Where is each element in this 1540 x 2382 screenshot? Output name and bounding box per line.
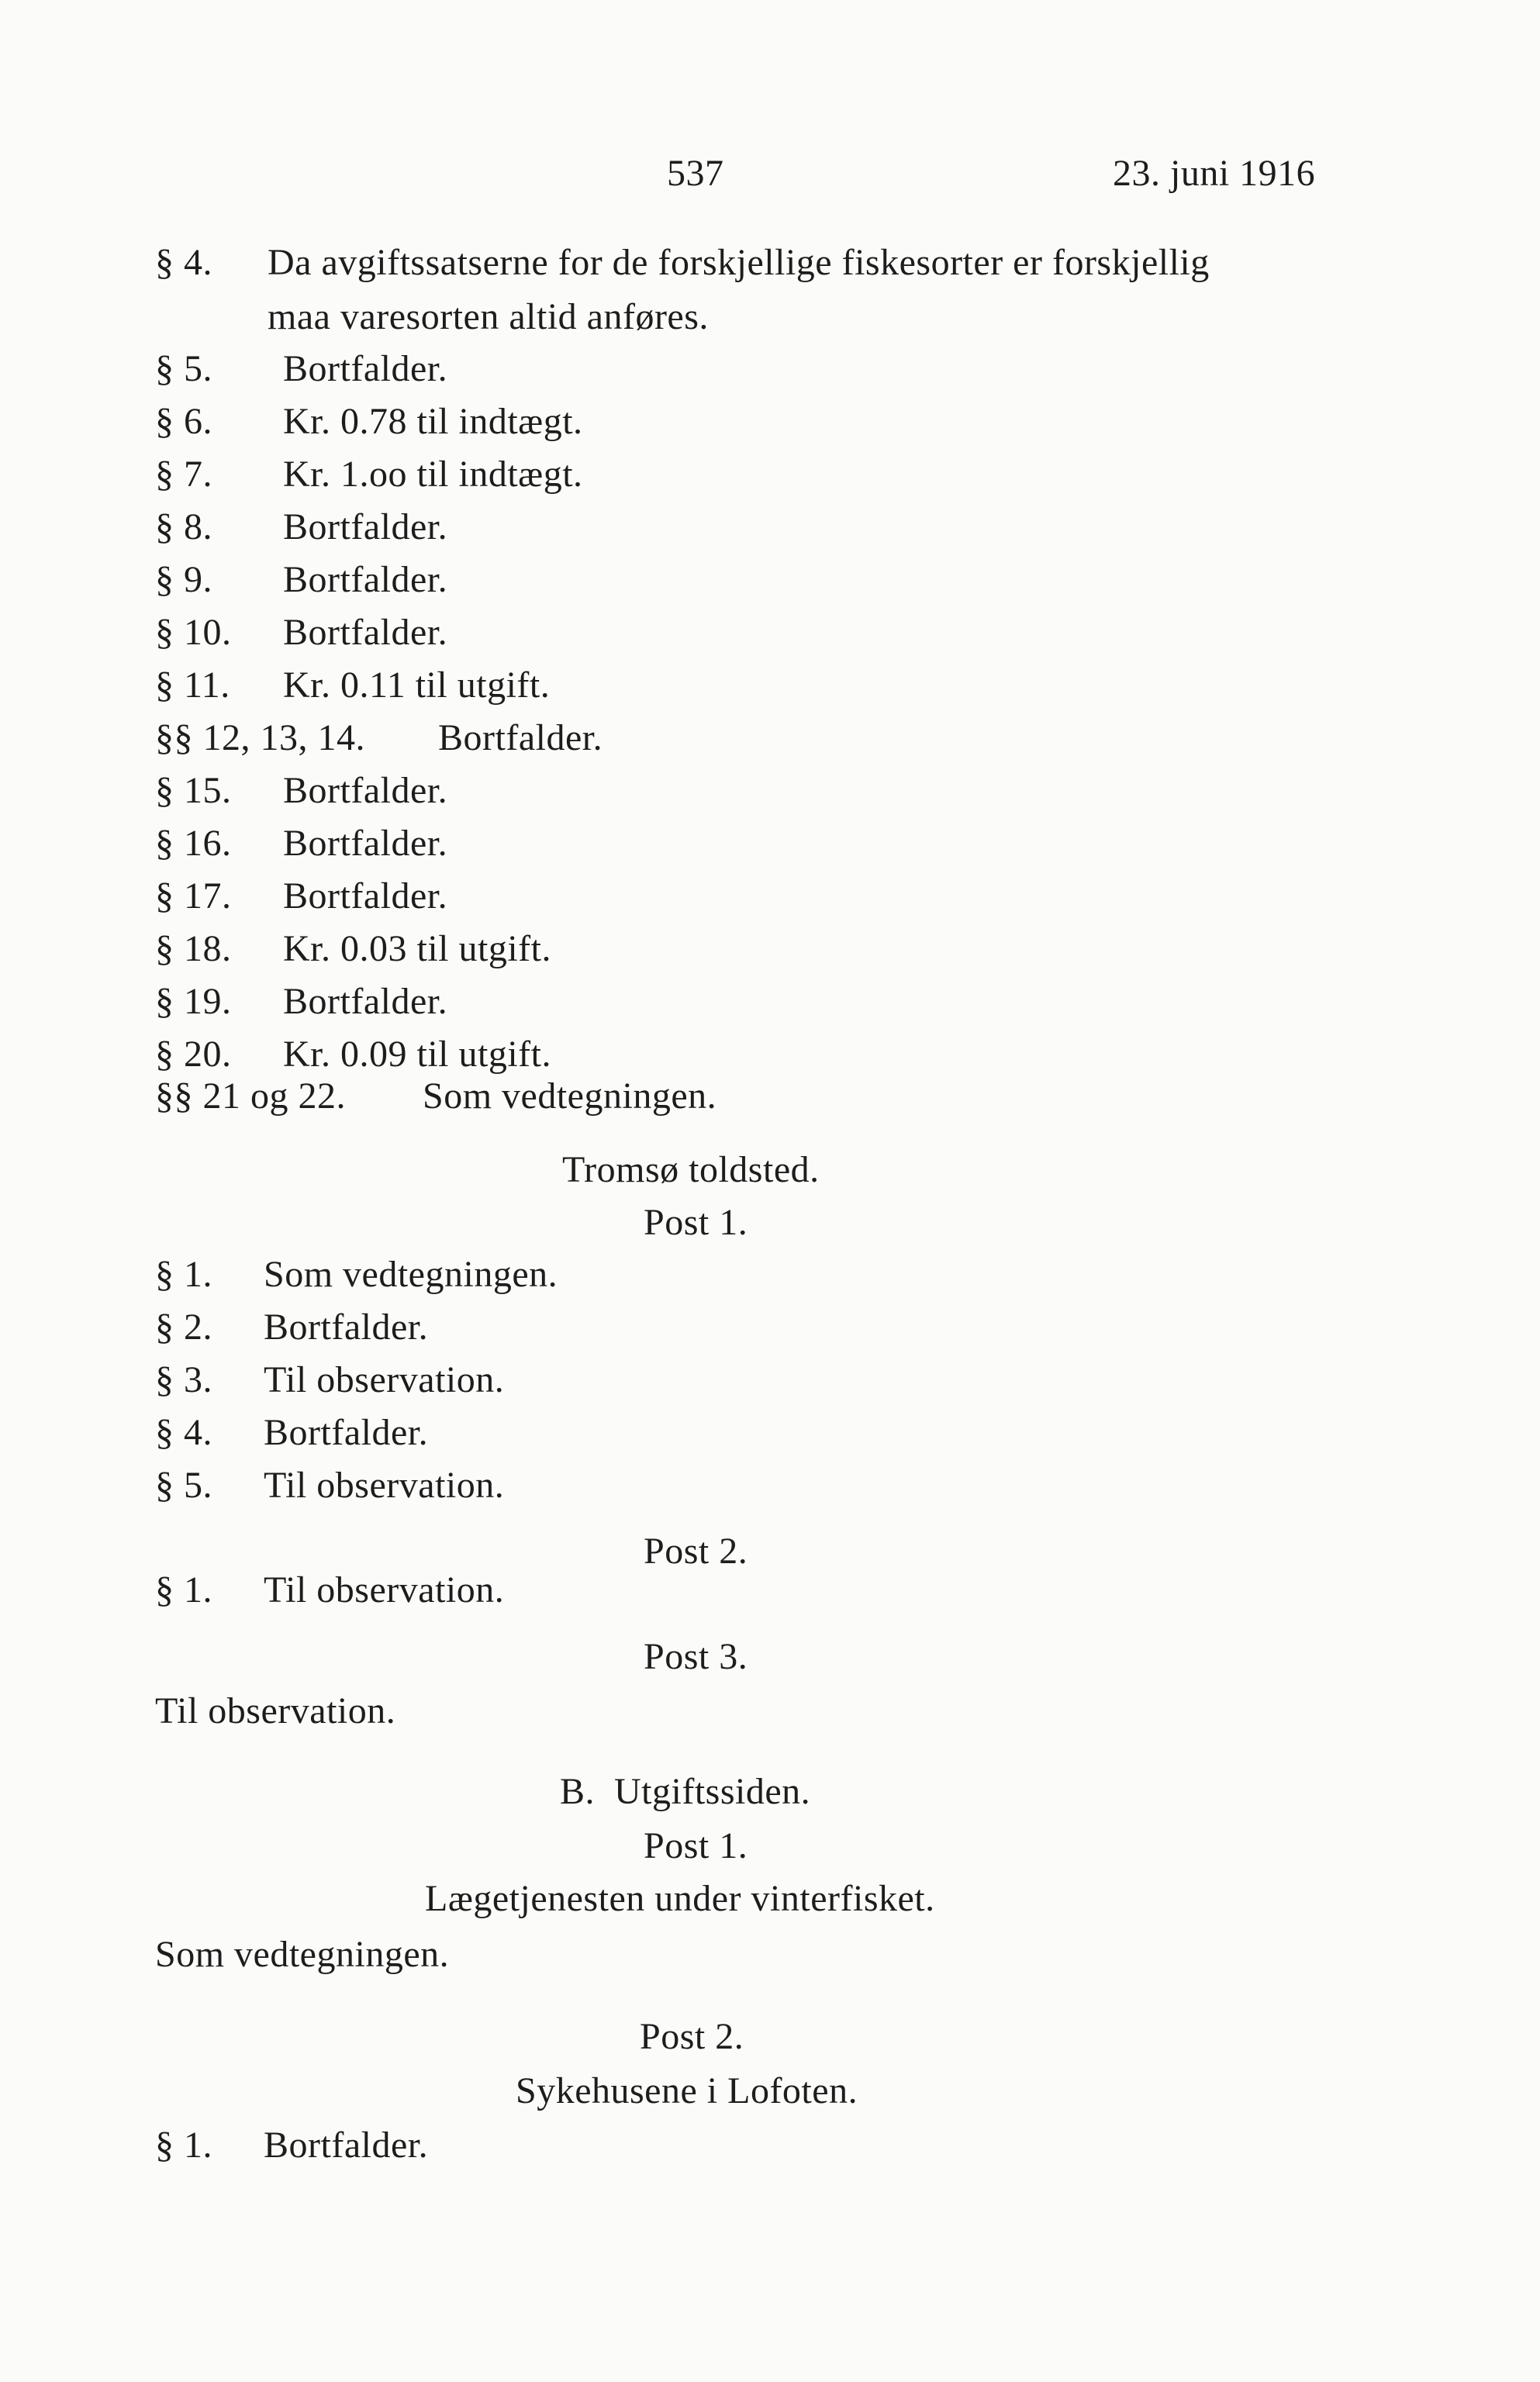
section-num: § 17.: [155, 875, 232, 917]
section-num: § 2.: [155, 1307, 212, 1348]
heading-post-2: Post 2.: [640, 2016, 744, 2057]
section-text: Kr. 1.oo til indtægt.: [283, 454, 583, 495]
section-text: Kr. 0.11 til utgift.: [283, 665, 551, 706]
section-text: Bortfalder.: [264, 1412, 429, 1453]
heading-post-1: Post 1.: [644, 1202, 748, 1243]
heading-utgiftssiden: B. Utgiftssiden.: [560, 1771, 811, 1812]
heading-post-3: Post 3.: [644, 1636, 748, 1677]
section-text: Bortfalder.: [283, 559, 448, 600]
section-num: § 11.: [155, 665, 230, 706]
heading-tromso-toldsted: Tromsø toldsted.: [562, 1149, 820, 1190]
subheading-sykehusene: Sykehusene i Lofoten.: [516, 2070, 858, 2111]
section-num: § 7.: [155, 454, 212, 495]
section-num: § 6.: [155, 401, 212, 442]
section-text: Til observation.: [264, 1569, 505, 1610]
section-text: Til observation.: [264, 1359, 505, 1400]
heading-post-2: Post 2.: [644, 1531, 748, 1572]
section-text: Bortfalder.: [283, 348, 448, 389]
section-num: § 9.: [155, 559, 212, 600]
section-text: Da avgiftssatserne for de forskjellige fiskesorter er forskjellig: [268, 242, 1210, 283]
section-text: Bortfalder.: [283, 981, 448, 1022]
section-num: § 15.: [155, 770, 232, 811]
section-text: Bortfalder.: [264, 2125, 429, 2166]
section-text: Til observation.: [264, 1465, 505, 1506]
section-num: § 5.: [155, 1465, 212, 1506]
paragraph-text: Som vedtegningen.: [155, 1934, 450, 1975]
subheading-laegetjenesten: Lægetjenesten under vinterfisket.: [425, 1878, 935, 1919]
section-text-continued: maa varesorten altid anføres.: [268, 296, 709, 337]
section-num: § 3.: [155, 1359, 212, 1400]
section-text: Bortfalder.: [283, 770, 448, 811]
section-num: §§ 21 og 22.: [155, 1075, 346, 1117]
section-num: § 18.: [155, 928, 232, 969]
section-num: § 5.: [155, 348, 212, 389]
section-num: §§ 12, 13, 14.: [155, 717, 365, 758]
section-text: Kr. 0.78 til indtægt.: [283, 401, 583, 442]
section-num: § 4.: [155, 242, 212, 283]
section-text: Kr. 0.09 til utgift.: [283, 1034, 551, 1075]
section-text: Bortfalder.: [283, 506, 448, 547]
section-num: § 1.: [155, 1569, 212, 1610]
section-text: Som vedtegningen.: [264, 1254, 558, 1295]
section-num: § 8.: [155, 506, 212, 547]
section-num: § 1.: [155, 1254, 212, 1295]
section-num: § 20.: [155, 1034, 232, 1075]
heading-post-1: Post 1.: [644, 1825, 748, 1866]
section-num: § 10.: [155, 612, 232, 653]
section-text: Bortfalder.: [283, 875, 448, 917]
section-text: Bortfalder.: [283, 823, 448, 864]
paragraph-text: Til observation.: [155, 1690, 396, 1731]
page-number: 537: [667, 153, 724, 194]
section-num: § 4.: [155, 1412, 212, 1453]
section-num: § 1.: [155, 2125, 212, 2166]
section-num: § 19.: [155, 981, 232, 1022]
section-text: Bortfalder.: [283, 612, 448, 653]
section-text: Bortfalder.: [438, 717, 603, 758]
section-text: Som vedtegningen.: [423, 1075, 717, 1117]
section-num: § 16.: [155, 823, 232, 864]
section-text: Bortfalder.: [264, 1307, 429, 1348]
page-date: 23. juni 1916: [1113, 153, 1316, 194]
section-text: Kr. 0.03 til utgift.: [283, 928, 551, 969]
